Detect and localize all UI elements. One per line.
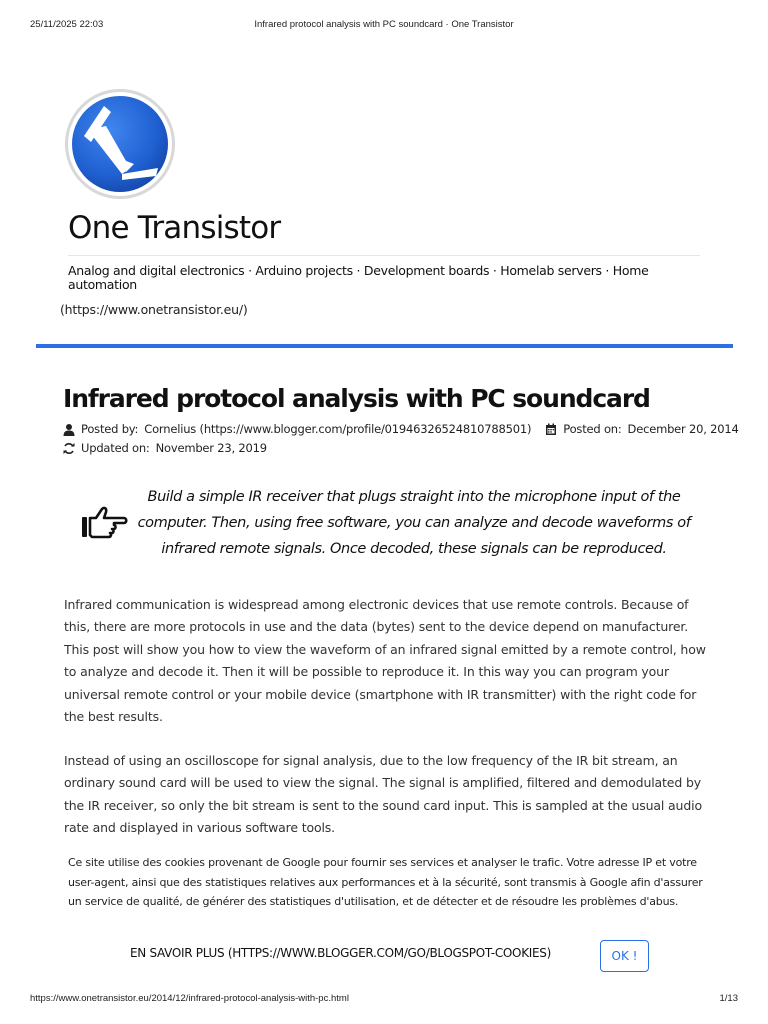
- site-tagline: Analog and digital electronics · Arduino projects · Development boards · Homelab servers · Home automation: [68, 263, 649, 292]
- calendar-icon: [545, 423, 557, 436]
- updated-date: November 23, 2019: [155, 441, 267, 455]
- print-page-title: Infrared protocol analysis with PC soundcard · One Transistor: [254, 19, 514, 30]
- print-footer: [30, 993, 738, 1007]
- header-divider: [36, 344, 733, 348]
- cookie-banner-text: Ce site utilise des cookies provenant de Google pour fournir ses services et analyser le trafic. Votre adresse IP et votre user-agent, ainsi que des statistiques relatives aux performances et à la sécurité, sont transmis à Google afin d'assurer un service de qualité, de générer des statistiques d'utilisation, et de détecter et de résoudre les problèmes d'abus.: [68, 856, 703, 908]
- post-paragraph: Infrared communication is widespread among electronic devices that use remote controls. Because of this, there are more protocols in use and the data (bytes) sent to the device depend on manufacturer. This post will show you how to view the waveform of an infrared signal emitted by a remote control, how to analyze and decode it. Then it will be possible to reproduce it. In this way you can program your universal remote control or your mobile device (smartphone with IR transmitter) with the right code for the best results.: [64, 597, 706, 725]
- transistor-logo-icon[interactable]: [62, 86, 178, 202]
- refresh-icon: [63, 442, 75, 455]
- cookie-ok-button[interactable]: OK !: [600, 940, 649, 972]
- posted-by-label: Posted by:: [81, 422, 139, 436]
- updated-on-label: Updated on:: [81, 441, 150, 455]
- pointing-hand-icon: [80, 505, 130, 545]
- site-url[interactable]: (https://www.onetransistor.eu/): [60, 302, 248, 317]
- user-icon: [63, 423, 75, 436]
- cookie-learn-more-link[interactable]: EN SAVOIR PLUS (HTTPS://WWW.BLOGGER.COM/GO/BLOGSPOT-COOKIES): [130, 946, 551, 960]
- post-meta-row: [63, 422, 739, 436]
- post-summary-callout: Build a simple IR receiver that plugs straight into the microphone input of the computer. Then, using free software, you can analyze and decode waveforms of infrared remote signals. Once decoded, these signals can be reproduced.: [137, 489, 691, 557]
- print-page-number: 1/13: [719, 993, 738, 1004]
- print-datetime: 25/11/2025 22:03: [30, 19, 104, 30]
- print-url: https://www.onetransistor.eu/2014/12/infrared-protocol-analysis-with-pc.html: [30, 993, 349, 1004]
- post-date: December 20, 2014: [627, 422, 739, 436]
- site-title[interactable]: One Transistor: [68, 210, 281, 246]
- post-paragraph: Instead of using an oscilloscope for signal analysis, due to the low frequency of the IR bit stream, an ordinary sound card will be used to view the signal. The signal is amplified, filtered and demodulated by the IR receiver, so only the bit stream is sent to the sound card input. This is sampled at the usual audio rate and displayed in various software tools.: [64, 753, 702, 836]
- posted-on-label: Posted on:: [563, 422, 622, 436]
- post-title: Infrared protocol analysis with PC soundcard: [63, 384, 650, 413]
- title-divider: [68, 255, 700, 256]
- post-author[interactable]: Cornelius (https://www.blogger.com/profile/01946326524810788501): [144, 422, 532, 436]
- print-header: [30, 19, 738, 33]
- post-updated-row: [63, 441, 267, 455]
